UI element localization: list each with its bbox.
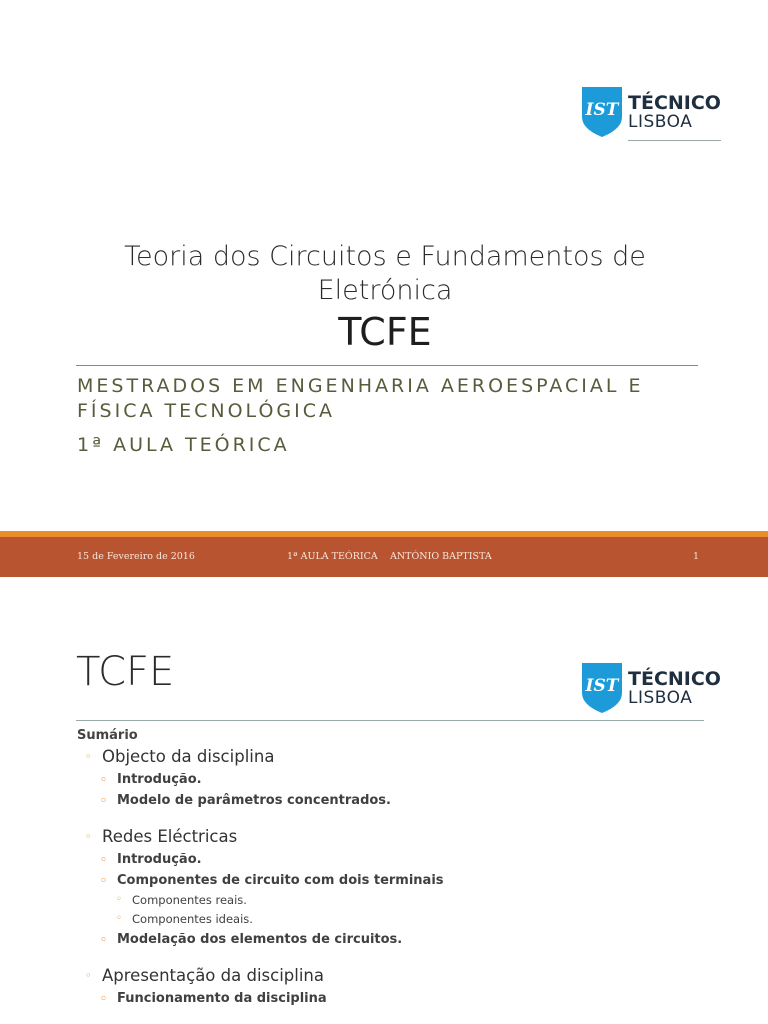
- outline-subitem: [77, 891, 717, 910]
- logo-line2: LISBOA: [628, 111, 693, 132]
- course-acronym: TCFE: [338, 310, 432, 354]
- item-label: Funcionamento da disciplina: [117, 991, 327, 1006]
- bullet-icon: ◦: [116, 894, 122, 905]
- svg-text:IST: IST: [585, 100, 619, 120]
- bullet-icon: ◦: [100, 794, 108, 807]
- logo-line1: TÉCNICO: [628, 91, 721, 114]
- item-label: Componentes de circuito com dois terminais: [117, 873, 444, 888]
- lesson-label: 1ª AULA TEÓRICA: [77, 434, 290, 456]
- bullet-icon: ◦: [85, 969, 92, 982]
- outline-item: [77, 988, 717, 1009]
- section-label: Apresentação da disciplina: [102, 966, 324, 985]
- course-title: Teoria dos Circuitos e Fundamentos de Eletrónica: [124, 241, 646, 306]
- outline-item: [77, 790, 717, 811]
- ist-logo: [582, 87, 721, 137]
- slide-footer: [0, 531, 768, 577]
- title-divider: [76, 365, 698, 366]
- logo-line2: LISBOA: [628, 687, 693, 708]
- logo-underline: [628, 140, 721, 141]
- outline-item: [77, 849, 717, 870]
- outline-section: [77, 825, 717, 849]
- ist-shield-icon: [582, 663, 622, 713]
- ist-shield-icon: [582, 87, 622, 137]
- footer-page-number: 1: [693, 551, 700, 562]
- outline-item: [77, 870, 717, 891]
- bullet-icon: ◦: [100, 874, 108, 887]
- bullet-icon: ◦: [116, 913, 122, 924]
- item-label: Introdução.: [117, 852, 202, 867]
- summary-slide: [0, 589, 768, 1024]
- footer-date: 15 de Fevereiro de 2016: [77, 551, 195, 562]
- outline-section: [77, 964, 717, 988]
- outline-subitem: [77, 910, 717, 929]
- outline-item: [77, 929, 717, 950]
- programs-subtitle: MESTRADOS EM ENGENHARIA AEROESPACIAL E FÍSICA TECNOLÓGICA: [77, 375, 644, 422]
- outline-section: [77, 745, 717, 769]
- item-label: Modelação dos elementos de circuitos.: [117, 932, 403, 947]
- slide-title: TCFE: [76, 649, 175, 695]
- bullet-icon: ◦: [85, 750, 92, 763]
- item-label: Introdução.: [117, 772, 202, 787]
- bullet-icon: ◦: [100, 853, 108, 866]
- svg-text:IST: IST: [585, 676, 619, 696]
- bullet-icon: ◦: [85, 830, 92, 843]
- footer-lesson: 1ª AULA TEÓRICA: [287, 551, 378, 562]
- section-label: Objecto da disciplina: [102, 747, 275, 766]
- title-divider: [76, 720, 704, 721]
- section-label: Redes Eléctricas: [102, 827, 238, 846]
- ist-logo: [582, 663, 721, 713]
- summary-heading: Sumário: [77, 728, 138, 743]
- item-label: Modelo de parâmetros concentrados.: [117, 793, 391, 808]
- outline-item: [77, 769, 717, 790]
- summary-outline: [77, 728, 717, 1009]
- bullet-icon: ◦: [100, 992, 108, 1005]
- logo-line1: TÉCNICO: [628, 667, 721, 690]
- bullet-icon: ◦: [100, 933, 108, 946]
- footer-author: ANTÓNIO BAPTISTA: [390, 551, 492, 562]
- subitem-label: Componentes ideais.: [132, 912, 253, 926]
- subitem-label: Componentes reais.: [132, 893, 247, 907]
- bullet-icon: ◦: [100, 773, 108, 786]
